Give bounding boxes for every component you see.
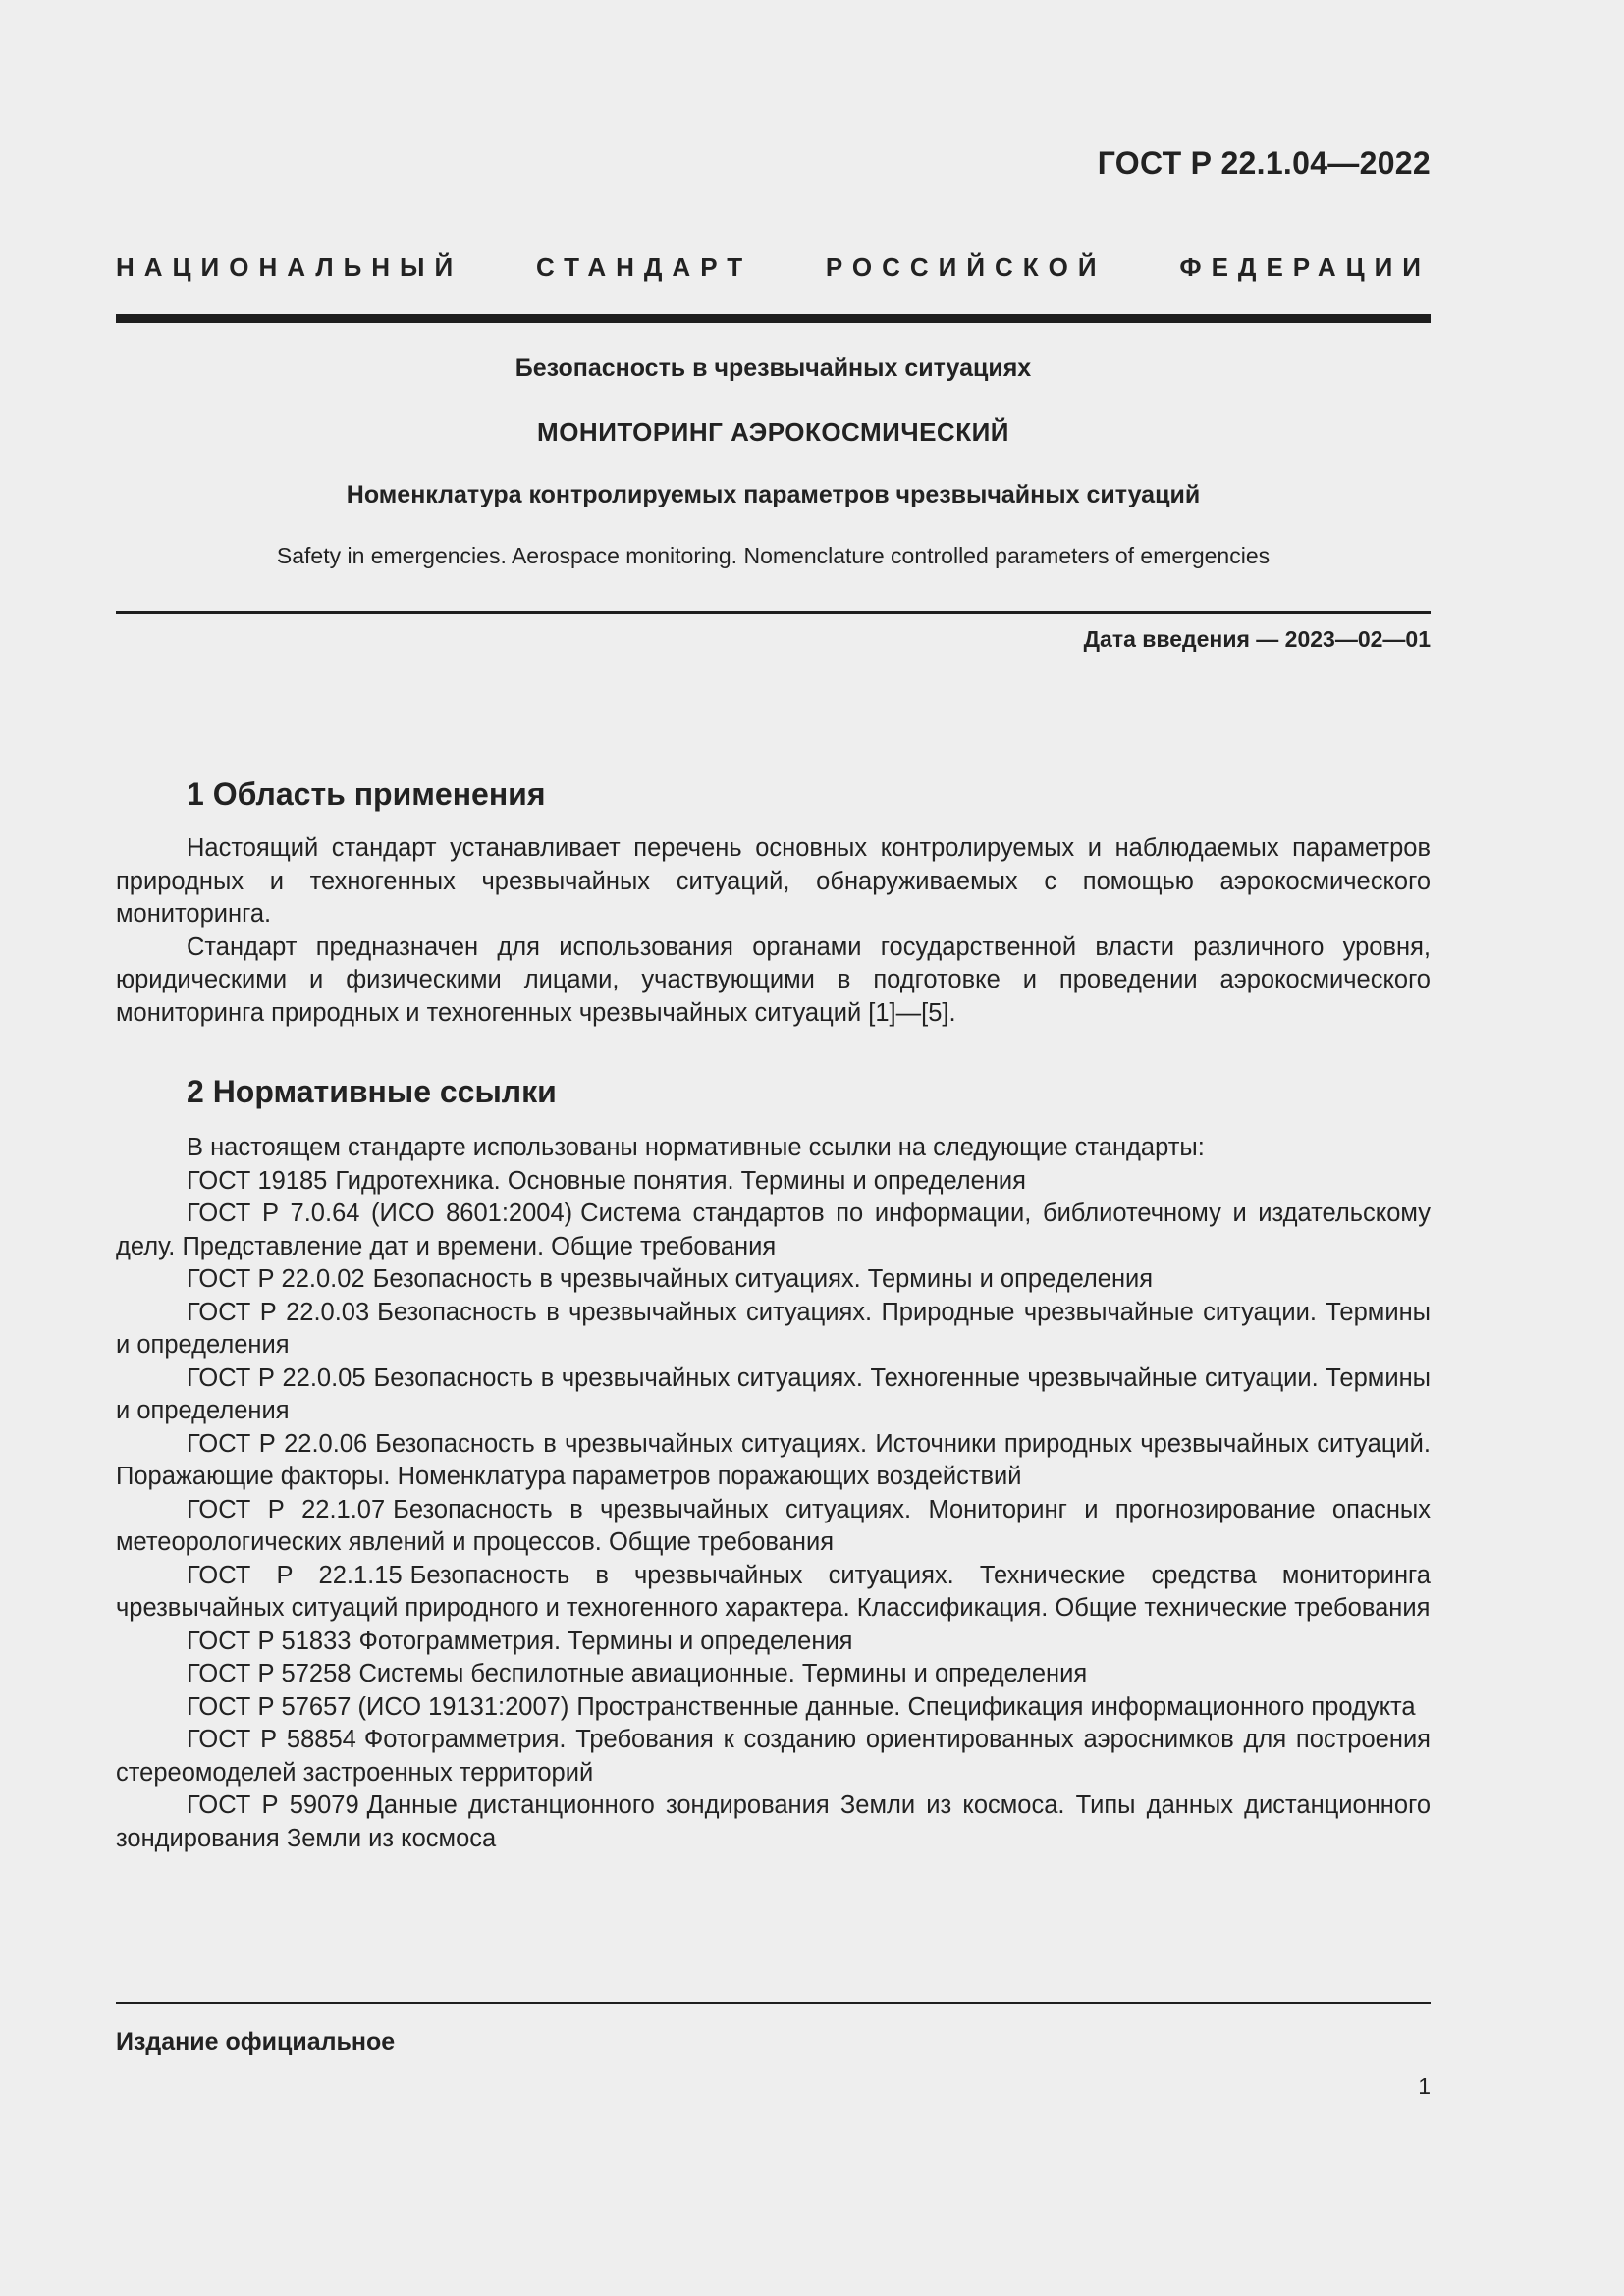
reference-item (116, 1198, 1431, 1263)
edition-label: Издание официальное (116, 2028, 396, 2056)
reference-code: ГОСТ Р 22.1.15 (187, 1561, 403, 1589)
footer-rule (116, 2002, 1431, 2004)
reference-text: Безопасность в чрезвычайных ситуациях. Технические средства мониторинга чрезвычайных ситуаций природного и техногенного характера. Классификация. Общие технические требования (116, 1561, 1431, 1622)
reference-text: Фотограмметрия. Требования к созданию ориентированных аэроснимков для построения стереомоделей застроенных территорий (116, 1726, 1431, 1787)
reference-code: ГОСТ Р 22.1.07 (187, 1495, 386, 1523)
reference-code: ГОСТ Р 58854 (187, 1726, 356, 1753)
reference-code: ГОСТ Р 22.0.05 (187, 1363, 366, 1392)
section-1-title: 1 Область применения (187, 776, 546, 812)
reference-code: ГОСТ Р 7.0.64 (ИСО 8601:2004) (187, 1200, 573, 1227)
page-number: 1 (1418, 2073, 1431, 2099)
reference-code: ГОСТ Р 57258 (187, 1660, 352, 1687)
reference-item (116, 1560, 1431, 1626)
reference-text: Безопасность в чрезвычайных ситуациях. Мониторинг и прогнозирование опасных метеорологических явлений и процессов. Общие требования (116, 1495, 1431, 1556)
reference-text: Безопасность в чрезвычайных ситуациях. Техногенные чрезвычайные ситуации. Термины и определения (116, 1363, 1431, 1424)
paragraph: Настоящий стандарт устанавливает перечень основных контролируемых и наблюдаемых параметров природных и техногенных чрезвычайных ситуаций, обнаруживаемых с помощью аэрокосмического мониторинга. (116, 834, 1431, 928)
reference-text: Фотограмметрия. Термины и определения (358, 1627, 853, 1655)
title-subject: Безопасность в чрезвычайных ситуациях (514, 354, 1032, 382)
reference-item (116, 1789, 1431, 1855)
paragraph: В настоящем стандарте использованы нормативные ссылки на следующие стандарты: (187, 1134, 1205, 1161)
reference-item (116, 1165, 1431, 1199)
reference-item (116, 1626, 1431, 1659)
reference-item (116, 1362, 1431, 1428)
national-standard-banner: НАЦИОНАЛЬНЫЙ СТАНДАРТ РОССИЙСКОЙ ФЕДЕРАЦИИ (116, 252, 1431, 282)
paragraph: Стандарт предназначен для использования органами государственной власти различного уровня, юридическими и физическими лицами, участвующими в подготовке и проведении аэрокосмического мониторинга природных и техногенных чрезвычайных ситуаций [1]—[5]. (116, 933, 1431, 1027)
reference-code: ГОСТ Р 57657 (ИСО 19131:2007) (187, 1692, 569, 1721)
reference-text: Система стандартов по информации, библиотечному и издательскому делу. Представление дат и времени. Общие требования (116, 1200, 1431, 1260)
reference-item (116, 1724, 1431, 1789)
reference-item (116, 1297, 1431, 1362)
reference-text: Безопасность в чрезвычайных ситуациях. Природные чрезвычайные ситуации. Термины и определения (116, 1298, 1431, 1359)
reference-text: Данные дистанционного зондирования Земли из космоса. Типы данных дистанционного зондирования Земли из космоса (116, 1791, 1431, 1852)
title-english: Safety in emergencies. Aerospace monitoring. Nomenclature controlled parameters of emergencies (276, 543, 1271, 568)
section-1-body (116, 832, 1431, 1030)
reference-text: Безопасность в чрезвычайных ситуациях. Термины и определения (372, 1265, 1154, 1293)
title-main: МОНИТОРИНГ АЭРОКОСМИЧЕСКИЙ (537, 417, 1009, 447)
title-subtitle: Номенклатура контролируемых параметров чрезвычайных ситуаций (346, 481, 1201, 508)
title-rule (116, 611, 1431, 614)
reference-text: Пространственные данные. Спецификация информационного продукта (576, 1692, 1416, 1721)
reference-item (116, 1691, 1431, 1725)
standard-number: ГОСТ Р 22.1.04—2022 (1097, 145, 1431, 181)
reference-item (116, 1658, 1431, 1691)
section-2-title: 2 Нормативные ссылки (187, 1074, 557, 1109)
reference-text: Гидротехника. Основные понятия. Термины и определения (335, 1166, 1026, 1195)
reference-code: ГОСТ 19185 (187, 1166, 328, 1195)
reference-code: ГОСТ Р 22.0.06 (187, 1429, 368, 1458)
reference-code: ГОСТ Р 22.0.02 (187, 1265, 365, 1293)
header-rule (116, 314, 1431, 323)
reference-code: ГОСТ Р 22.0.03 (187, 1298, 370, 1326)
reference-item (116, 1263, 1431, 1297)
reference-code: ГОСТ Р 51833 (187, 1627, 352, 1655)
reference-text: Системы беспилотные авиационные. Термины и определения (358, 1660, 1088, 1687)
reference-code: ГОСТ Р 59079 (187, 1791, 359, 1819)
reference-item (116, 1428, 1431, 1494)
document-page (116, 0, 1431, 2296)
reference-text: Безопасность в чрезвычайных ситуациях. Источники природных чрезвычайных ситуаций. Поражающие факторы. Номенклатура параметров поражающих воздействий (116, 1429, 1431, 1490)
reference-item (116, 1494, 1431, 1560)
introduction-date: Дата введения — 2023—02—01 (1083, 626, 1431, 652)
section-2-body (116, 1132, 1431, 1855)
